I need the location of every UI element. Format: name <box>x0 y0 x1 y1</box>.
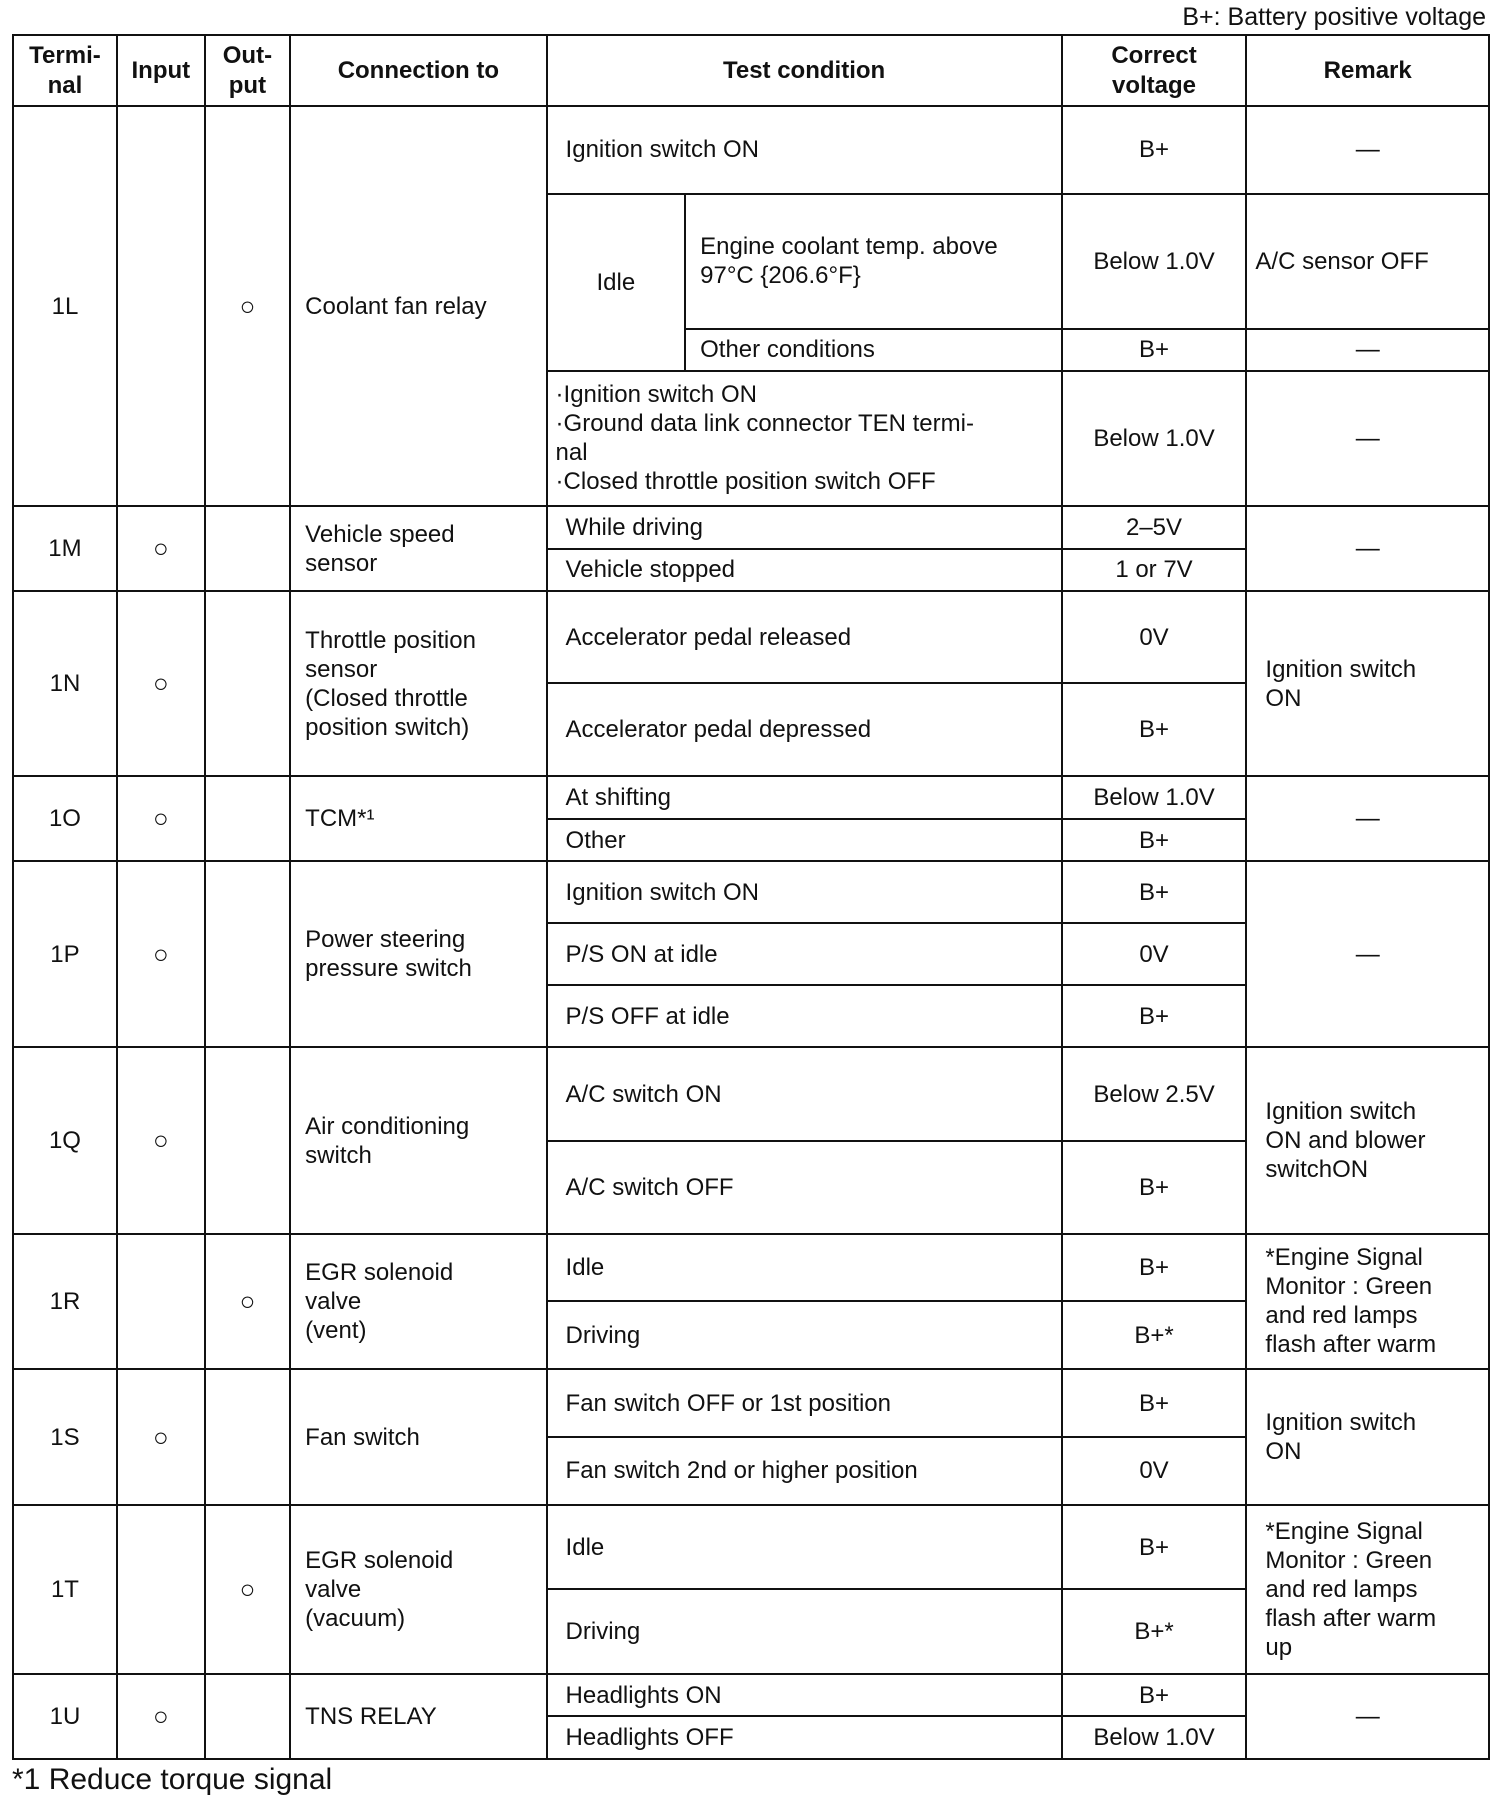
voltage-cell: B+ <box>1062 1505 1247 1589</box>
voltage-cell: B+ <box>1062 861 1247 923</box>
output-cell <box>205 776 290 861</box>
terminal-cell: 1M <box>13 506 117 591</box>
input-mark: ○ <box>117 1047 205 1233</box>
header-output: Out- put <box>205 35 290 106</box>
terminal-cell: 1L <box>13 106 117 506</box>
remark-cell: *Engine Signal Monitor : Green and red lamps flash after warm up <box>1246 1505 1489 1674</box>
output-mark: ○ <box>205 1234 290 1370</box>
input-mark: ○ <box>117 1674 205 1759</box>
connection-cell: Fan switch <box>290 1369 546 1505</box>
output-mark: ○ <box>205 1505 290 1674</box>
remark-cell: — <box>1246 776 1489 861</box>
connection-cell: Air conditioning switch <box>290 1047 546 1233</box>
table-row-1L <box>13 106 1489 193</box>
test-condition-cell: Other <box>547 819 1062 862</box>
remark-cell: Ignition switch ON <box>1246 1369 1489 1505</box>
voltage-cell: B+ <box>1062 1674 1247 1717</box>
output-cell <box>205 861 290 1047</box>
connection-cell: EGR solenoid valve (vent) <box>290 1234 546 1370</box>
table-row-1P <box>13 861 1489 923</box>
voltage-cell: Below 1.0V <box>1062 371 1247 507</box>
input-mark: ○ <box>117 591 205 776</box>
remark-cell: A/C sensor OFF <box>1246 194 1489 330</box>
test-condition-cell: Headlights ON <box>547 1674 1062 1717</box>
voltage-cell: B+ <box>1062 106 1247 193</box>
output-cell <box>205 1369 290 1505</box>
voltage-cell: B+ <box>1062 1369 1247 1437</box>
input-mark: ○ <box>117 861 205 1047</box>
table-row-1M <box>13 506 1489 549</box>
test-condition-cell: P/S ON at idle <box>547 923 1062 985</box>
test-condition-cell: Accelerator pedal depressed <box>547 683 1062 776</box>
remark-cell: *Engine Signal Monitor : Green and red lamps flash after warm <box>1246 1234 1489 1370</box>
test-condition-cell: A/C switch OFF <box>547 1141 1062 1234</box>
test-condition-cell: Vehicle stopped <box>547 549 1062 592</box>
voltage-cell: B+ <box>1062 1141 1247 1234</box>
voltage-legend-note: B+: Battery positive voltage <box>1182 3 1486 31</box>
test-condition-cell: Ignition switch ON <box>547 861 1062 923</box>
test-condition-cell: Fan switch OFF or 1st position <box>547 1369 1062 1437</box>
remark-cell: — <box>1246 506 1489 591</box>
terminal-cell: 1N <box>13 591 117 776</box>
output-cell <box>205 1674 290 1759</box>
remark-cell: — <box>1246 1674 1489 1759</box>
footnote: *1 Reduce torque signal <box>12 1763 333 1796</box>
test-condition-cell: Headlights OFF <box>547 1716 1062 1759</box>
remark-cell: Ignition switch ON <box>1246 591 1489 776</box>
test-condition-cell: Accelerator pedal released <box>547 591 1062 683</box>
header-row <box>13 35 1489 106</box>
remark-cell: — <box>1246 371 1489 507</box>
table-row-1Q <box>13 1047 1489 1140</box>
voltage-cell: B+ <box>1062 819 1247 862</box>
connection-cell: EGR solenoid valve (vacuum) <box>290 1505 546 1674</box>
header-terminal: Termi- nal <box>13 35 117 106</box>
terminal-cell: 1U <box>13 1674 117 1759</box>
terminal-cell: 1T <box>13 1505 117 1674</box>
voltage-cell: 2–5V <box>1062 506 1247 549</box>
connection-cell: Coolant fan relay <box>290 106 546 506</box>
voltage-cell: 1 or 7V <box>1062 549 1247 592</box>
voltage-cell: Below 1.0V <box>1062 776 1247 819</box>
voltage-cell: Below 2.5V <box>1062 1047 1247 1140</box>
voltage-cell: 0V <box>1062 1437 1247 1505</box>
test-condition-cell: While driving <box>547 506 1062 549</box>
test-condition-cell: At shifting <box>547 776 1062 819</box>
output-mark: ○ <box>205 106 290 506</box>
input-cell <box>117 1234 205 1370</box>
output-cell <box>205 506 290 591</box>
terminal-cell: 1O <box>13 776 117 861</box>
voltage-cell: B+ <box>1062 985 1247 1047</box>
voltage-cell: B+* <box>1062 1589 1247 1673</box>
header-remark: Remark <box>1246 35 1489 106</box>
remark-cell: Ignition switch ON and blower switchON <box>1246 1047 1489 1233</box>
terminal-cell: 1S <box>13 1369 117 1505</box>
test-condition-cell: A/C switch ON <box>547 1047 1062 1140</box>
voltage-cell: 0V <box>1062 923 1247 985</box>
test-condition-cell: Idle <box>547 1505 1062 1589</box>
header-connection: Connection to <box>290 35 546 106</box>
terminal-cell: 1Q <box>13 1047 117 1233</box>
terminal-cell: 1R <box>13 1234 117 1370</box>
table-row-1N <box>13 591 1489 683</box>
connection-cell: Power steering pressure switch <box>290 861 546 1047</box>
remark-cell: — <box>1246 106 1489 193</box>
table-row-1T <box>13 1505 1489 1589</box>
input-cell <box>117 106 205 506</box>
connection-cell: Throttle position sensor (Closed throttle position switch) <box>290 591 546 776</box>
test-condition-cell: Other conditions <box>685 329 1062 370</box>
table-row-1U <box>13 1674 1489 1717</box>
terminal-voltage-table <box>12 34 1490 1760</box>
header-correct-voltage: Correct voltage <box>1062 35 1247 106</box>
input-cell <box>117 1505 205 1674</box>
voltage-cell: B+ <box>1062 329 1247 370</box>
voltage-cell: B+ <box>1062 683 1247 776</box>
connection-cell: Vehicle speed sensor <box>290 506 546 591</box>
voltage-cell: Below 1.0V <box>1062 194 1247 330</box>
table-row-1O <box>13 776 1489 819</box>
input-mark: ○ <box>117 1369 205 1505</box>
test-condition-cell: Fan switch 2nd or higher position <box>547 1437 1062 1505</box>
remark-cell: — <box>1246 861 1489 1047</box>
test-condition-cell: Driving <box>547 1301 1062 1369</box>
input-mark: ○ <box>117 776 205 861</box>
output-cell <box>205 1047 290 1233</box>
test-condition-cell: Engine coolant temp. above 97°C {206.6°F} <box>685 194 1062 330</box>
table-row-1R <box>13 1234 1489 1301</box>
voltage-cell: B+ <box>1062 1234 1247 1301</box>
connection-cell: TNS RELAY <box>290 1674 546 1759</box>
voltage-cell: Below 1.0V <box>1062 1716 1247 1759</box>
test-condition-cell: ·Ignition switch ON ·Ground data link connector TEN termi- nal ·Closed throttle position switch OFF <box>547 371 1062 507</box>
test-condition-cell: Idle <box>547 194 686 371</box>
connection-cell: TCM*¹ <box>290 776 546 861</box>
remark-cell: — <box>1246 329 1489 370</box>
input-mark: ○ <box>117 506 205 591</box>
header-test-condition: Test condition <box>547 35 1062 106</box>
table-row-1S <box>13 1369 1489 1437</box>
terminal-cell: 1P <box>13 861 117 1047</box>
voltage-cell: B+* <box>1062 1301 1247 1369</box>
voltage-cell: 0V <box>1062 591 1247 683</box>
test-condition-cell: Ignition switch ON <box>547 106 1062 193</box>
header-input: Input <box>117 35 205 106</box>
output-cell <box>205 591 290 776</box>
test-condition-cell: Idle <box>547 1234 1062 1301</box>
test-condition-cell: Driving <box>547 1589 1062 1673</box>
test-condition-cell: P/S OFF at idle <box>547 985 1062 1047</box>
